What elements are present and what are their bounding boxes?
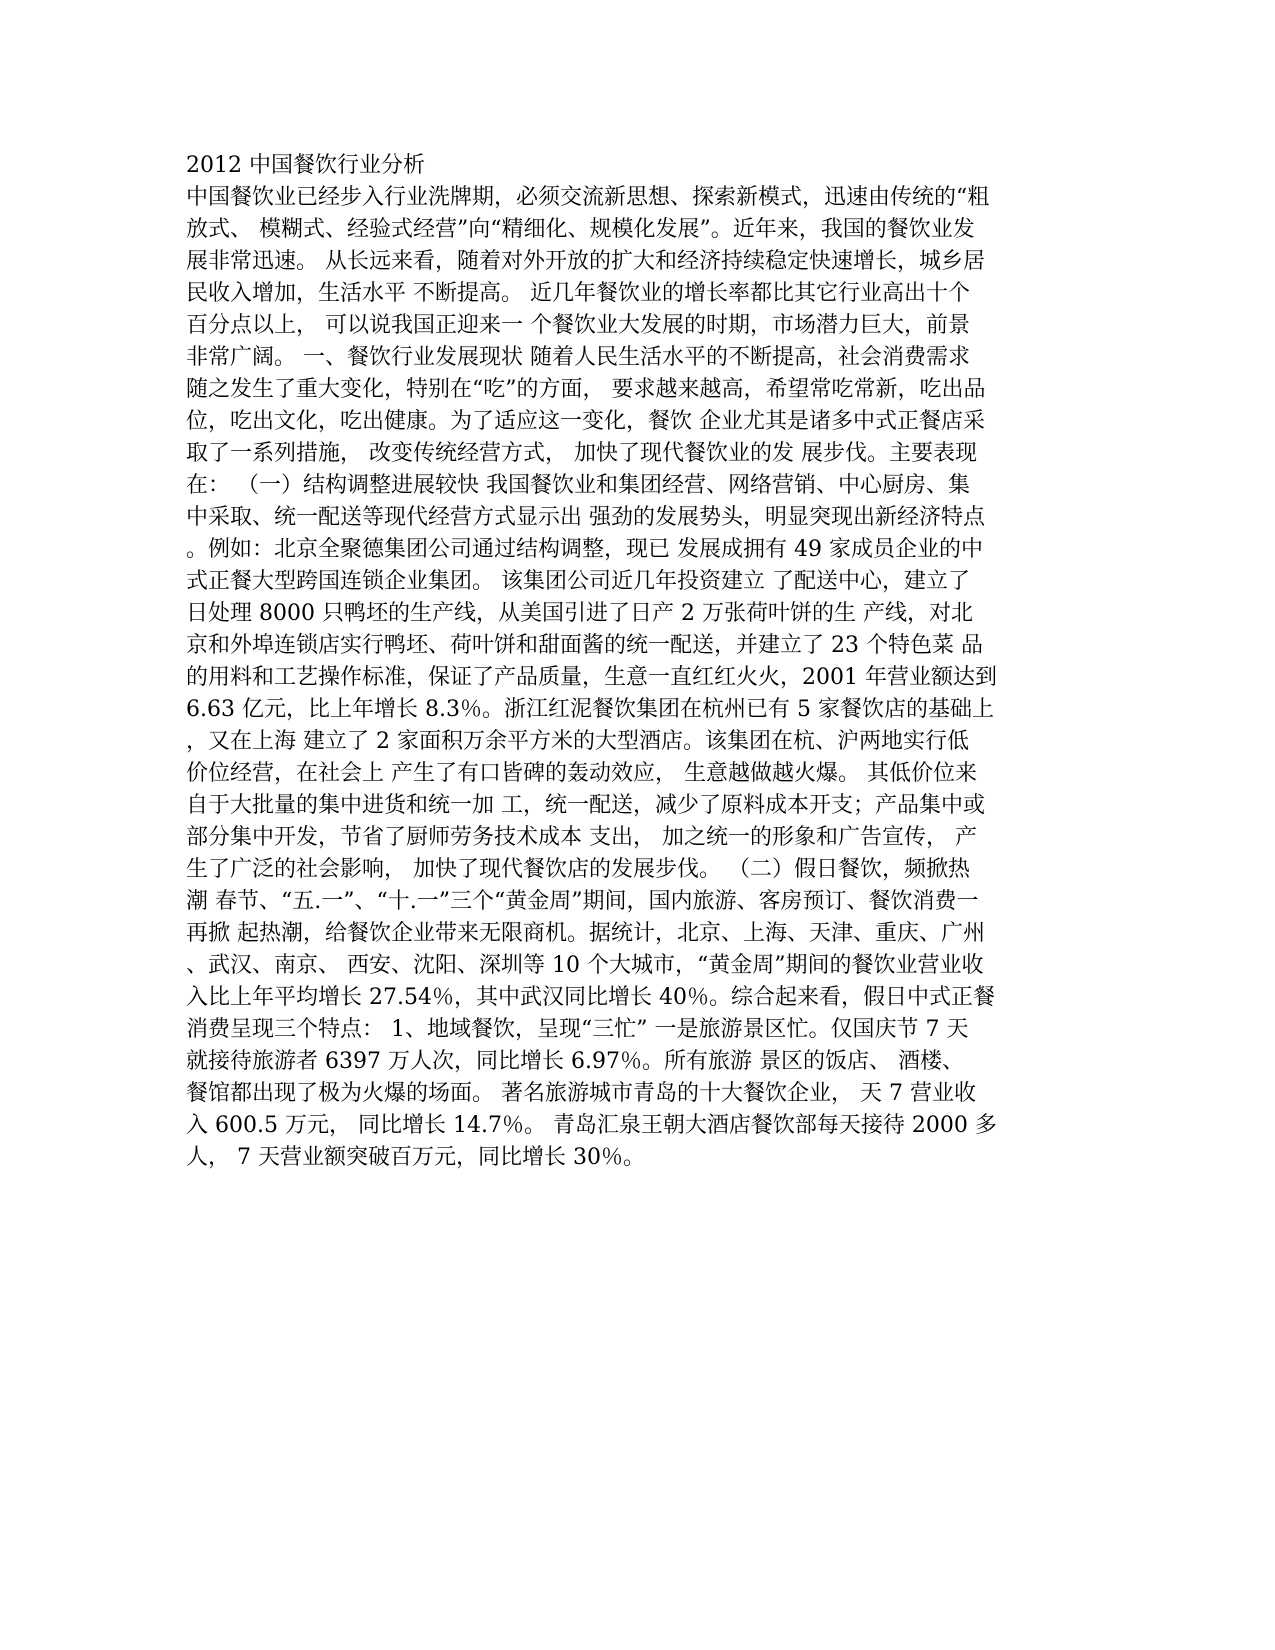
text-line: 的用料和工艺操作标准，保证了产品质量，生意一直红红火火，2001 年营业额达到 xyxy=(186,665,997,690)
text-line: 展非常迅速。 从长远来看，随着对外开放的扩大和经济持续稳定快速增长，城乡居 xyxy=(186,249,985,274)
text-line: 京和外埠连锁店实行鸭坯、荷叶饼和甜面酱的统一配送，并建立了 23 个特色菜 品 xyxy=(186,633,983,658)
text-line: ，又在上海 建立了 2 家面积万余平方米的大型酒店。该集团在杭、沪两地实行低 xyxy=(186,729,969,754)
document-title: 2012 中国餐饮行业分析 xyxy=(186,153,425,178)
text-line: 入比上年平均增长 27.54％，其中武汉同比增长 40％。综合起来看，假日中式正餐 xyxy=(186,985,995,1010)
text-line: 取了一系列措施， 改变传统经营方式， 加快了现代餐饮业的发 展步伐。主要表现 xyxy=(186,441,977,466)
text-line: 消费呈现三个特点： 1、地域餐饮，呈现“三忙” 一是旅游景区忙。仅国庆节 7 天 xyxy=(186,1017,969,1042)
text-line: 非常广阔。 一、餐饮行业发展现状 随着人民生活水平的不断提高，社会消费需求 xyxy=(186,345,970,370)
document-text xyxy=(186,150,1086,1174)
text-line: 就接待旅游者 6397 万人次，同比增长 6.97％。所有旅游 景区的饭店、 酒楼、 xyxy=(186,1049,964,1074)
text-line: 部分集中开发，节省了厨师劳务技术成本 支出， 加之统一的形象和广告宣传， 产 xyxy=(186,825,977,850)
text-line: 日处理 8000 只鸭坯的生产线，从美国引进了日产 2 万张荷叶饼的生 产线，对北 xyxy=(186,601,973,626)
text-line: 价位经营，在社会上 产生了有口皆碑的轰动效应， 生意越做越火爆。 其低价位来 xyxy=(186,761,977,786)
text-line: 中国餐饮业已经步入行业洗牌期，必须交流新思想、探索新模式，迅速由传统的“粗 xyxy=(186,185,990,210)
text-line: 式正餐大型跨国连锁企业集团。 该集团公司近几年投资建立 了配送中心，建立了 xyxy=(186,569,970,594)
text-line: 6.63 亿元，比上年增长 8.3％。浙江红泥餐饮集团在杭州已有 5 家餐饮店的基础上 xyxy=(186,697,994,722)
text-line: 放式、 模糊式、经验式经营”向“精细化、规模化发展”。近年来，我国的餐饮业发 xyxy=(186,217,975,242)
text-line: 、武汉、南京、 西安、沈阳、深圳等 10 个大城市，“黄金周”期间的餐饮业营业收 xyxy=(186,953,984,978)
text-line: 百分点以上， 可以说我国正迎来一 个餐饮业大发展的时期，市场潜力巨大，前景 xyxy=(186,313,970,338)
text-line: 。例如：北京全聚德集团公司通过结构调整，现已 发展成拥有 49 家成员企业的中 xyxy=(186,537,983,562)
text-line: 位，吃出文化，吃出健康。为了适应这一变化，餐饮 企业尤其是诸多中式正餐店采 xyxy=(186,409,985,434)
text-line: 人， 7 天营业额突破百万元，同比增长 30％。 xyxy=(186,1145,645,1170)
text-line: 随之发生了重大变化，特别在“吃”的方面， 要求越来越高，希望常吃常新，吃出品 xyxy=(186,377,986,402)
text-line: 餐馆都出现了极为火爆的场面。 著名旅游城市青岛的十大餐饮企业， 天 7 营业收 xyxy=(186,1081,976,1106)
text-line: 生了广泛的社会影响， 加快了现代餐饮店的发展步伐。 （二）假日餐饮，频掀热 xyxy=(186,857,970,882)
text-line: 中采取、统一配送等现代经营方式显示出 强劲的发展势头，明显突现出新经济特点 xyxy=(186,505,985,530)
text-line: 潮 春节、“五.一”、“十.一”三个“黄金周”期间，国内旅游、客房预订、餐饮消费一 xyxy=(186,889,979,914)
text-line: 民收入增加，生活水平 不断提高。 近几年餐饮业的增长率都比其它行业高出十个 xyxy=(186,281,970,306)
text-line: 再掀 起热潮，给餐饮企业带来无限商机。据统计，北京、上海、天津、重庆、广州 xyxy=(186,921,985,946)
text-line: 自于大批量的集中进货和统一加 工，统一配送，减少了原料成本开支；产品集中或 xyxy=(186,793,985,818)
text-line: 在： （一）结构调整进展较快 我国餐饮业和集团经营、网络营销、中心厨房、集 xyxy=(186,473,970,498)
text-line: 入 600.5 万元， 同比增长 14.7％。 青岛汇泉王朝大酒店餐饮部每天接待 2000 多 xyxy=(186,1113,997,1138)
